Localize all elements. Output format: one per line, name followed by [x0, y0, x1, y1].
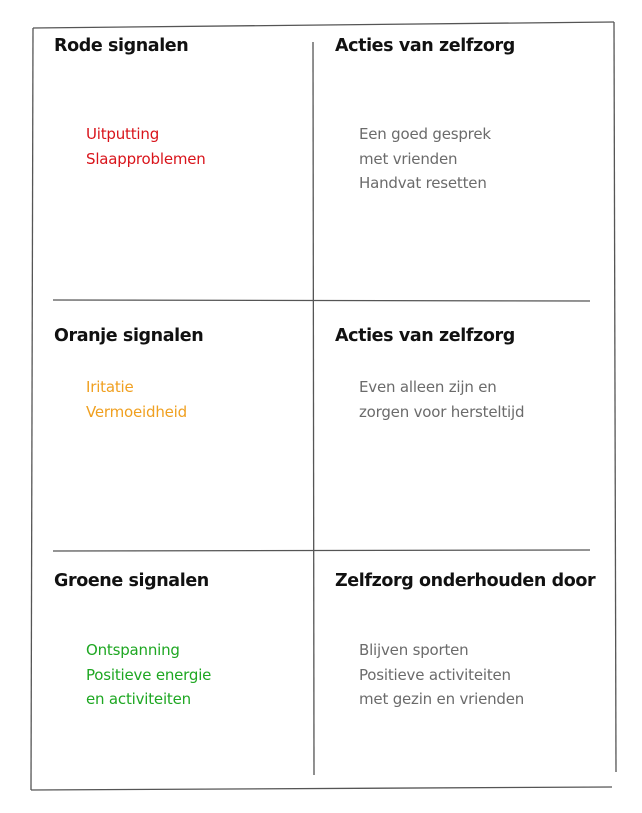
- frame-top-border: [33, 22, 614, 28]
- row-divider-2: [53, 550, 590, 551]
- green-signal-item: en activiteiten: [86, 690, 191, 708]
- green-signals-heading: Groene signalen: [54, 571, 209, 591]
- green-signals-list: [86, 638, 211, 712]
- green-action-item: Positieve activiteiten: [359, 665, 511, 684]
- red-signal-item: Uitputting: [86, 125, 160, 143]
- orange-signals-heading: Oranje signalen: [54, 326, 204, 346]
- red-action-item: met vrienden: [359, 149, 458, 168]
- column-divider: [313, 42, 314, 775]
- orange-signal-item: Iritatie: [86, 378, 134, 396]
- red-actions-list: [359, 122, 491, 196]
- orange-signals-list: [86, 375, 187, 424]
- orange-actions-heading: Acties van zelfzorg: [335, 326, 515, 346]
- green-action-item: met gezin en vrienden: [359, 690, 525, 708]
- frame-left-border: [31, 28, 33, 790]
- red-signals-heading: Rode signalen: [54, 36, 189, 56]
- frame-right-border: [614, 22, 616, 772]
- orange-actions-list: [359, 375, 524, 424]
- green-actions-list: [359, 638, 524, 712]
- green-signal-item: Positieve energie: [86, 665, 212, 684]
- green-actions-heading: Zelfzorg onderhouden door: [335, 571, 596, 591]
- red-signals-list: [86, 122, 206, 171]
- frame-bottom-border: [31, 787, 612, 790]
- orange-action-item: zorgen voor hersteltijd: [359, 402, 525, 421]
- red-action-item: Een goed gesprek: [359, 125, 491, 143]
- orange-action-item: Even alleen zijn en: [359, 378, 497, 396]
- green-signal-item: Ontspanning: [86, 641, 180, 659]
- red-signal-item: Slaapproblemen: [86, 149, 206, 168]
- green-action-item: Blijven sporten: [359, 641, 469, 659]
- red-actions-heading: Acties van zelfzorg: [335, 36, 515, 56]
- orange-signal-item: Vermoeidheid: [86, 402, 187, 421]
- row-divider-1: [53, 300, 590, 301]
- red-action-item: Handvat resetten: [359, 174, 487, 192]
